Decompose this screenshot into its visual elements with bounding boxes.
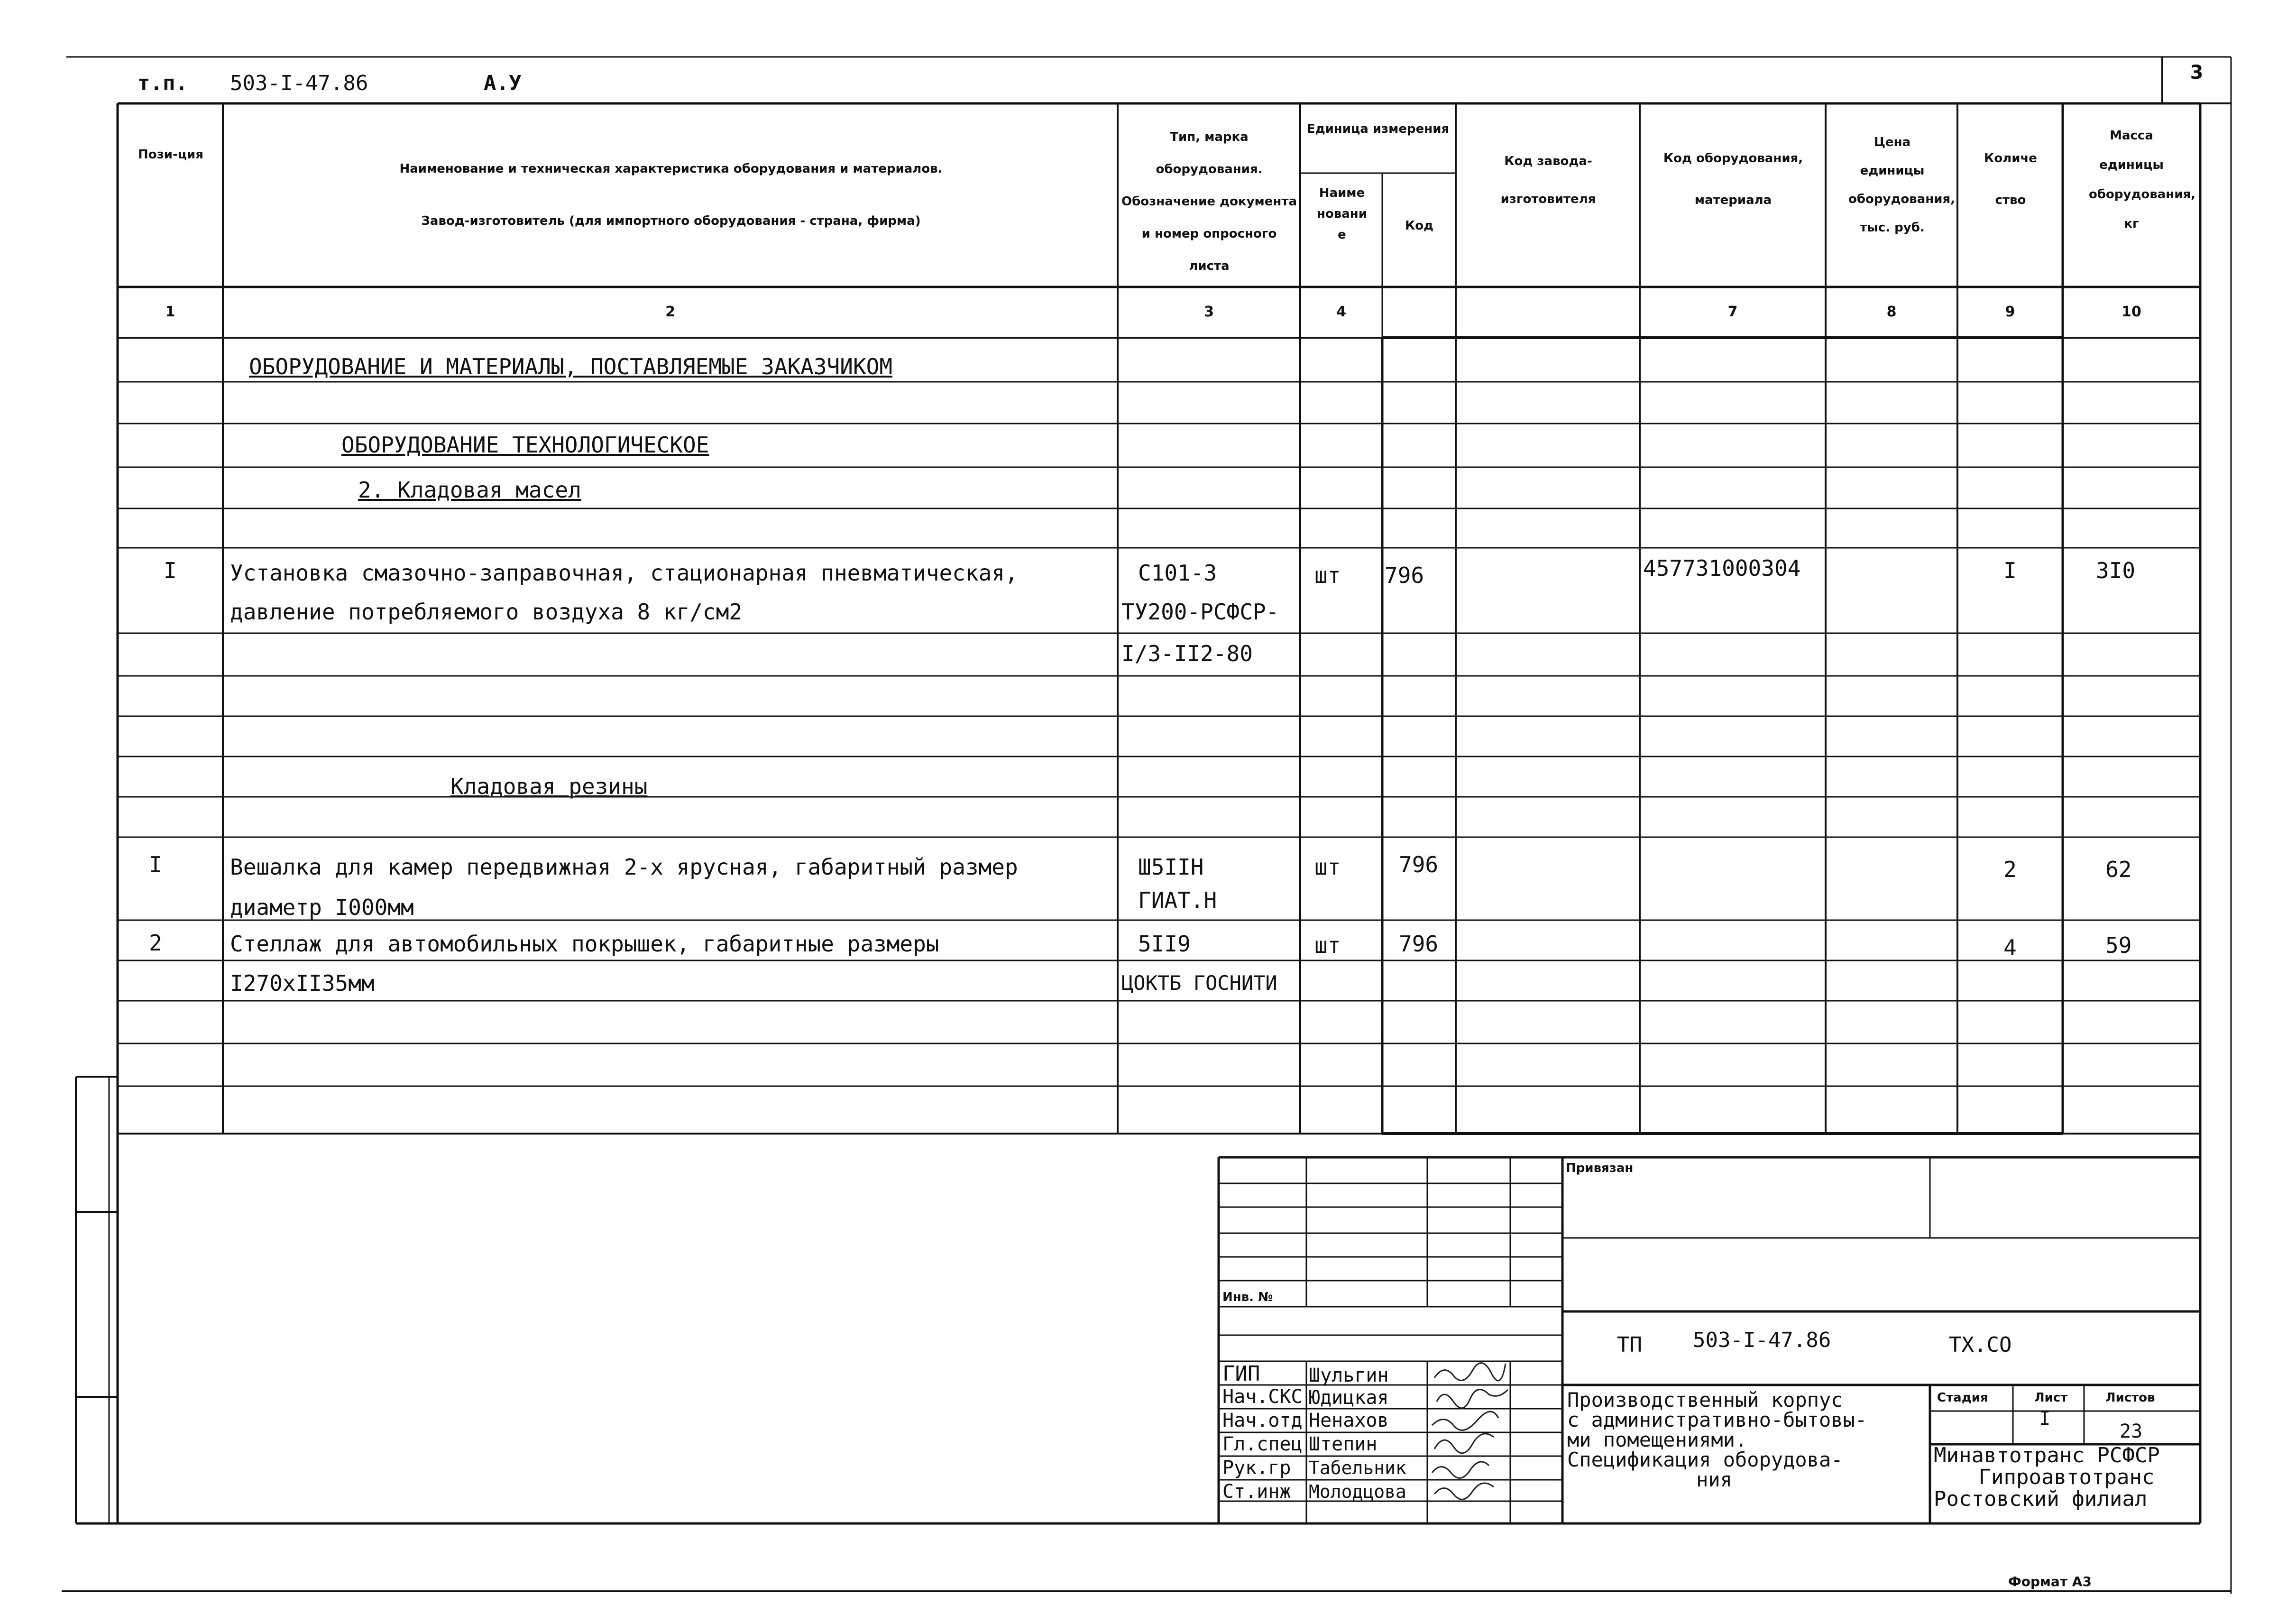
name-gl-spec: Штепин (1309, 1433, 1378, 1455)
col-num-10: 10 (2122, 304, 2141, 320)
doc-label: т.п. (138, 71, 188, 95)
item-3-pos: 2 (149, 930, 162, 956)
col-num-1: 1 (165, 304, 175, 320)
item-1-name-line2: давление потребляемого воздуха 8 кг/см2 (230, 599, 743, 625)
name-nach-otd: Ненахов (1309, 1410, 1389, 1431)
item-3-unit: шт (1314, 932, 1341, 958)
col-header-mass: Масса единицы оборудования, кг (2089, 129, 2196, 231)
name-ruk-gr: Табельник (1309, 1458, 1406, 1478)
col-num-7: 7 (1727, 304, 1738, 320)
item-3-type-line1: 5II9 (1138, 931, 1191, 957)
item-3-unit-code: 796 (1399, 931, 1439, 957)
item-2-type-line2: ГИАТ.Н (1138, 887, 1217, 913)
signature-ruk-gr-icon (1432, 1462, 1489, 1478)
item-1-unit-code: 796 (1385, 563, 1424, 588)
col-header-qty: Количество (1984, 151, 2037, 207)
col-header-unit-name: Наименование (1316, 186, 1367, 242)
item-3-name-line2: I270хII35мм (230, 970, 375, 996)
subsection-oil-storage: 2. Кладовая масел (358, 477, 581, 503)
item-2-type-line1: Ш5IIН (1138, 854, 1204, 880)
name-nach-sks: Юдицкая (1309, 1387, 1389, 1409)
section-title-customer-supplied: ОБОРУДОВАНИЕ И МАТЕРИАЛЫ, ПОСТАВЛЯЕМЫЕ ЗАКАЗЧИКОМ (249, 354, 893, 379)
item-3-type-line2: ЦОКТБ ГОСНИТИ (1121, 971, 1277, 995)
privyazan-label: Привязан (1566, 1161, 1634, 1175)
item-2-name-line1: Вешалка для камер передвижная 2-х ярусная, габаритный размер (230, 854, 1018, 880)
sheets-value: 23 (2120, 1421, 2143, 1442)
format-label: Формат А3 (2008, 1574, 2092, 1589)
subsection-rubber-storage: Кладовая резины (450, 774, 648, 799)
item-1-equipment-code: 457731000304 (1643, 555, 1801, 581)
item-3-name-line1: Стеллаж для автомобильных покрышек, габаритные размеры (230, 931, 939, 957)
col-num-9: 9 (2005, 304, 2015, 320)
title-sheet-code: ТХ.СО (1949, 1333, 2012, 1357)
name-gip: Шульгин (1309, 1365, 1389, 1386)
item-1-type-line3: I/3-II2-80 (1121, 641, 1253, 666)
page-number: 3 (2190, 62, 2204, 83)
sheets-label: Листов (2105, 1391, 2155, 1405)
col-header-unit: Единица измерения (1306, 122, 1450, 136)
org-line-2: Гипроавтотранс (1978, 1465, 2155, 1489)
item-1-name-line1: Установка смазочно-заправочная, стационарная пневматическая, (230, 560, 1018, 586)
name-st-inzh: Молодцова (1309, 1481, 1406, 1502)
item-1-pos: I (164, 558, 177, 583)
signature-gip-icon (1434, 1363, 1506, 1381)
role-nach-otd: Нач.отд (1222, 1410, 1303, 1431)
item-2-pos: I (149, 852, 162, 877)
object-line-1: Производственный корпус (1567, 1388, 1843, 1412)
object-line-3: ми помещениями. (1567, 1428, 1747, 1451)
col-header-maker: Код завода-изготовителя (1500, 154, 1596, 206)
org-line-1: Минавтотранс РСФСР (1934, 1443, 2160, 1467)
object-line-4: Спецификация оборудова- (1567, 1448, 1843, 1471)
object-line-5: ния (1696, 1468, 1732, 1491)
stage-label: Стадия (1937, 1391, 1988, 1405)
item-2-unit: шт (1314, 854, 1341, 880)
col-header-name-line2: Завод-изготовитель (для импортного оборудования - страна, фирма) (421, 214, 921, 228)
col-header-price: Цена единицы оборудования, тыс. руб. (1848, 135, 1956, 235)
item-1-mass: 3I0 (2096, 558, 2136, 583)
signature-nach-otd-icon (1432, 1412, 1498, 1430)
col-num-3: 3 (1204, 304, 1214, 320)
title-doc-code: 503-I-47.86 (1693, 1328, 1831, 1352)
item-1-qty: I (2003, 558, 2017, 583)
doc-code: 503-I-47.86 (230, 71, 368, 95)
col-header-name-line1: Наименование и техническая характеристика оборудования и материалов. (399, 162, 943, 176)
role-nach-sks: Нач.СКС (1222, 1386, 1303, 1408)
item-1-type-line2: ТУ200-РСФСР- (1121, 599, 1279, 625)
col-num-8: 8 (1886, 304, 1897, 320)
item-1-type-line1: С101-3 (1138, 560, 1217, 586)
role-st-inzh: Ст.инж (1222, 1481, 1291, 1503)
item-1-unit: шт (1314, 563, 1341, 588)
item-3-mass: 59 (2105, 932, 2132, 958)
sheet-label: Лист (2034, 1391, 2068, 1405)
col-header-type: Тип, марка оборудования. Обозначение документа и номер опросного листа (1121, 130, 1297, 273)
col-num-4: 4 (1336, 304, 1346, 320)
item-2-mass: 62 (2105, 857, 2132, 882)
role-gip: ГИП (1222, 1362, 1260, 1386)
signature-st-inzh-icon (1434, 1483, 1494, 1499)
col-num-2: 2 (665, 304, 675, 320)
col-header-unit-code: Код (1405, 219, 1434, 233)
item-2-qty: 2 (2003, 857, 2017, 882)
item-2-name-line2: диаметр I000мм (230, 895, 414, 920)
object-line-2: с административно-бытовы- (1567, 1408, 1867, 1431)
title-doc-label: ТП (1617, 1333, 1642, 1357)
role-gl-spec: Гл.спец (1222, 1433, 1303, 1455)
col-header-pos: Пози-ция (138, 148, 203, 162)
signature-gl-spec-icon (1434, 1434, 1494, 1453)
col-header-code: Код оборудования, материала (1663, 151, 1803, 207)
inv-number-label: Инв. № (1222, 1290, 1273, 1304)
signature-nach-sks-icon (1437, 1390, 1508, 1408)
album-code: А.У (484, 71, 522, 95)
item-3-qty: 4 (2003, 935, 2017, 960)
org-line-3: Ростовский филиал (1934, 1487, 2148, 1511)
item-2-unit-code: 796 (1399, 852, 1439, 877)
role-ruk-gr: Рук.гр (1222, 1457, 1291, 1479)
sheet-value: I (2039, 1408, 2051, 1430)
section-title-technological: ОБОРУДОВАНИЕ ТЕХНОЛОГИЧЕСКОЕ (341, 432, 709, 458)
